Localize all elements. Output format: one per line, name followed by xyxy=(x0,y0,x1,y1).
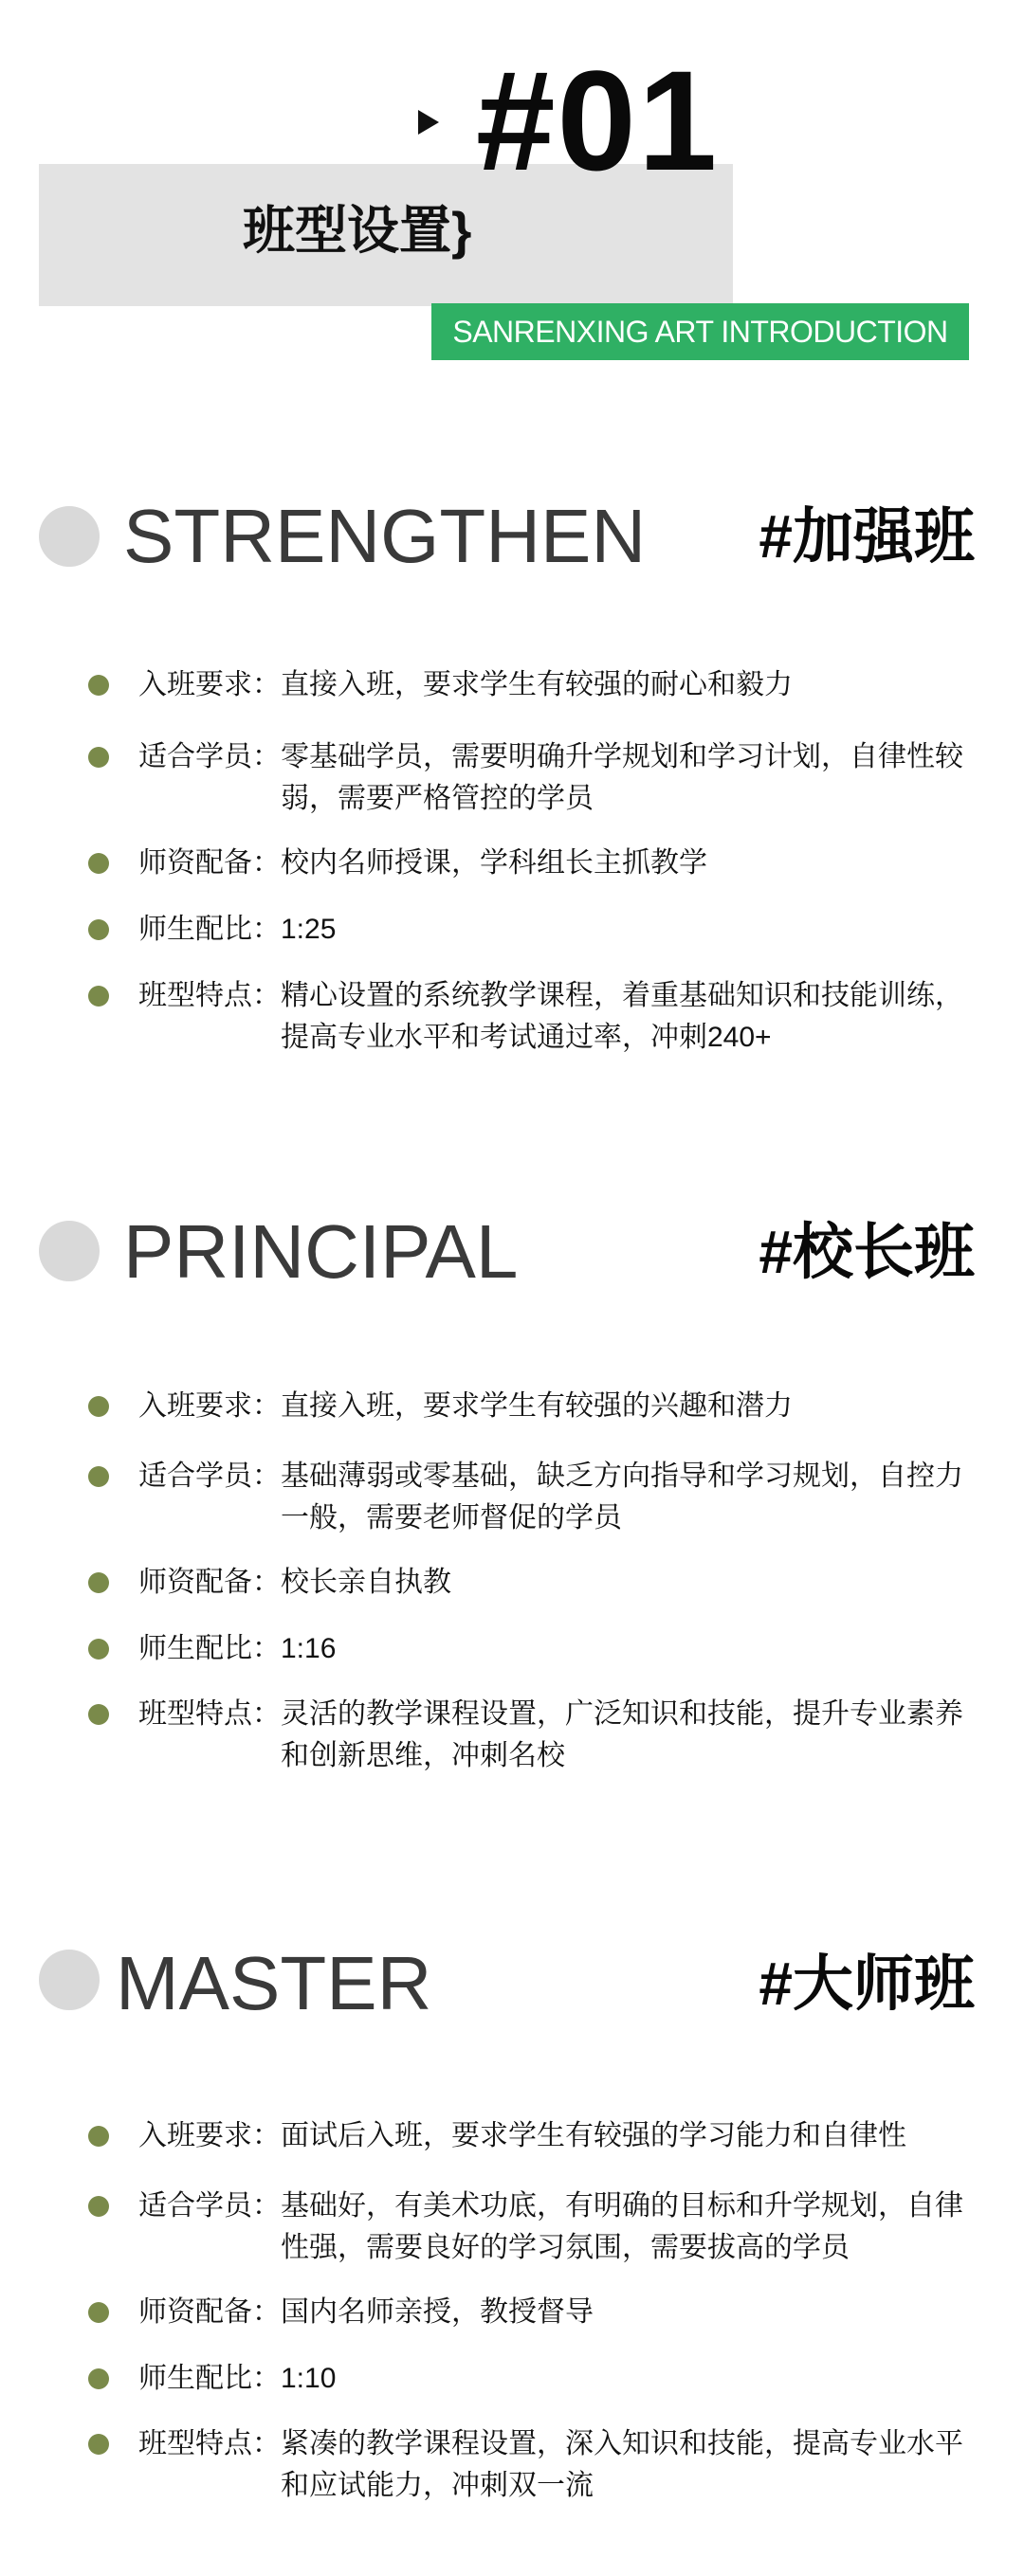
item-label: 适合学员： xyxy=(138,2190,281,2222)
bullet-icon xyxy=(88,747,109,768)
section-dot-icon xyxy=(39,1950,100,2010)
page-title: 班型设置} xyxy=(243,201,472,260)
section-dot-icon xyxy=(39,1221,100,1281)
play-marker-icon xyxy=(418,110,439,135)
item-label: 师资配备： xyxy=(138,2296,281,2328)
item-label: 入班要求： xyxy=(138,1390,281,1422)
item-text: 国内名师亲授，教授督导 xyxy=(281,2296,594,2328)
bullet-icon xyxy=(88,2368,109,2389)
bullet-icon xyxy=(88,1466,109,1487)
section-title-cn: #校长班 xyxy=(759,1218,975,1286)
item-text: 精心设置的系统教学课程，着重基础知识和技能训练，提高专业水平和考试通过率，冲刺240+ xyxy=(281,980,963,1053)
bullet-icon xyxy=(88,1639,109,1660)
bullet-icon xyxy=(88,1572,109,1593)
item-label: 入班要求： xyxy=(138,669,281,700)
item-text: 校长亲自执教 xyxy=(281,1567,451,1598)
item-text: 直接入班，要求学生有较强的耐心和毅力 xyxy=(281,669,793,700)
bullet-icon xyxy=(88,2434,109,2455)
section-number: #01 xyxy=(476,41,720,200)
bullet-icon xyxy=(88,2126,109,2147)
item-label: 师生配比： xyxy=(138,2363,281,2394)
item-label: 班型特点： xyxy=(138,980,281,1011)
section-title-en: STRENGTHEN xyxy=(123,494,647,578)
item-text: 基础好，有美术功底，有明确的目标和升学规划，自律性强，需要良好的学习氛围，需要拔高的学员 xyxy=(281,2190,963,2263)
item-text: 基础薄弱或零基础，缺乏方向指导和学习规划，自控力一般，需要老师督促的学员 xyxy=(281,1460,963,1533)
item-text: 零基础学员，需要明确升学规划和学习计划，自律性较弱，需要严格管控的学员 xyxy=(281,741,963,814)
item-text: 灵活的教学课程设置，广泛知识和技能，提升专业素养和创新思维，冲刺名校 xyxy=(281,1698,963,1771)
item-text: 校内名师授课，学科组长主抓教学 xyxy=(281,847,707,879)
bullet-icon xyxy=(88,1396,109,1417)
item-label: 师生配比： xyxy=(138,1633,281,1664)
bullet-icon xyxy=(88,2196,109,2217)
bullet-icon xyxy=(88,853,109,874)
section-title-cn: #加强班 xyxy=(759,502,975,571)
item-label: 适合学员： xyxy=(138,1460,281,1492)
item-label: 班型特点： xyxy=(138,2428,281,2459)
bullet-icon xyxy=(88,919,109,940)
bullet-icon xyxy=(88,1704,109,1725)
bullet-icon xyxy=(88,986,109,1007)
item-label: 班型特点： xyxy=(138,1698,281,1730)
item-label: 入班要求： xyxy=(138,2120,281,2151)
item-text: 1:10 xyxy=(281,2363,337,2394)
section-title-en: MASTER xyxy=(116,1941,432,2025)
tagline-badge: SANRENXING ART INTRODUCTION xyxy=(431,303,969,360)
item-text: 紧凑的教学课程设置，深入知识和技能，提高专业水平和应试能力，冲刺双一流 xyxy=(281,2428,963,2501)
item-label: 师资配备： xyxy=(138,1567,281,1598)
item-text: 1:25 xyxy=(281,914,337,945)
bullet-icon xyxy=(88,675,109,696)
section-title-cn: #大师班 xyxy=(759,1950,975,2018)
section-title-en: PRINCIPAL xyxy=(123,1209,519,1294)
item-text: 面试后入班，要求学生有较强的学习能力和自律性 xyxy=(281,2120,906,2151)
item-label: 师生配比： xyxy=(138,914,281,945)
item-text: 1:16 xyxy=(281,1633,337,1664)
item-text: 直接入班，要求学生有较强的兴趣和潜力 xyxy=(281,1390,793,1422)
section-dot-icon xyxy=(39,506,100,567)
bullet-icon xyxy=(88,2302,109,2323)
item-label: 适合学员： xyxy=(138,741,281,772)
item-label: 师资配备： xyxy=(138,847,281,879)
